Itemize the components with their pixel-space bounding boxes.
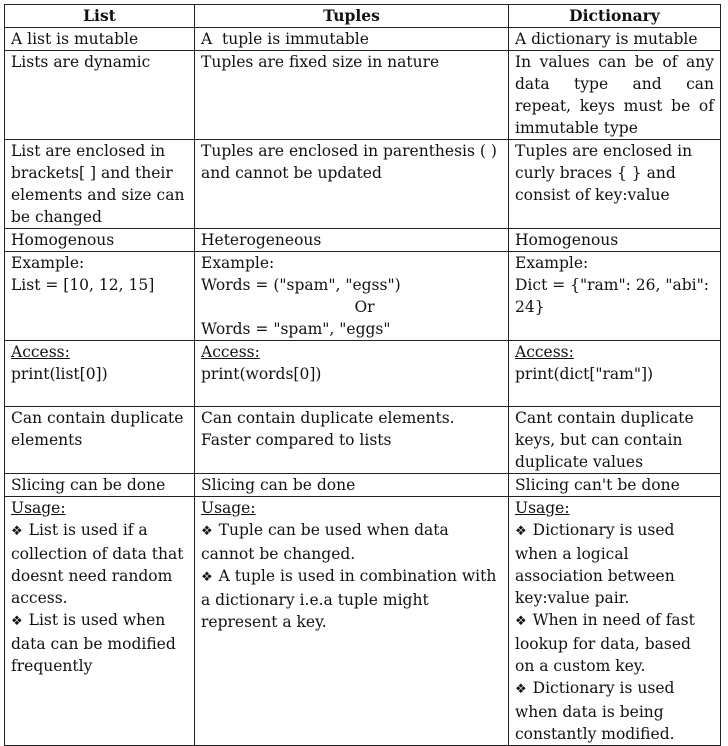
- access-label: Access:: [515, 343, 574, 361]
- row-enclosure: [5, 140, 721, 229]
- tuple-example-code-1: Words = ("spam", "egss"): [201, 276, 401, 294]
- access-label: Access:: [11, 343, 70, 361]
- usage-label: Usage:: [11, 499, 66, 517]
- diamond-bullet-icon: ❖: [11, 614, 23, 629]
- row-duplicates: [5, 407, 721, 474]
- header-tuples: Tuples: [195, 5, 509, 28]
- cell-tuple-enclosure: Tuples are enclosed in parenthesis ( ) and cannot be updated: [195, 140, 509, 229]
- cell-list-type: Homogenous: [5, 229, 195, 252]
- row-usage: [5, 497, 721, 746]
- cell-list-nature: Lists are dynamic: [5, 51, 195, 140]
- cell-dict-duplicates: Cant contain duplicate keys, but can contain duplicate values: [509, 407, 721, 474]
- header-row: [5, 5, 721, 28]
- cell-dict-access: [509, 341, 721, 407]
- list-item: [201, 565, 502, 633]
- list-item: [515, 677, 714, 745]
- usage-text: Tuple can be used when data cannot be changed.: [201, 521, 449, 563]
- cell-tuple-nature: Tuples are fixed size in nature: [195, 51, 509, 140]
- diamond-bullet-icon: ❖: [515, 614, 527, 629]
- tuple-example-code-2: Words = "spam", "eggs": [201, 320, 391, 338]
- cell-tuple-usage: [195, 497, 509, 746]
- list-item: [11, 609, 188, 677]
- cell-tuple-type: Heterogeneous: [195, 229, 509, 252]
- cell-dict-enclosure: Tuples are enclosed in curly braces { } and consist of key:value: [509, 140, 721, 229]
- cell-tuple-duplicates: Can contain duplicate elements. Faster compared to lists: [195, 407, 509, 474]
- diamond-bullet-icon: ❖: [11, 524, 23, 539]
- list-item: [201, 519, 502, 565]
- cell-tuple-mutability: A tuple is immutable: [195, 28, 509, 51]
- cell-list-usage: [5, 497, 195, 746]
- diamond-bullet-icon: ❖: [515, 524, 527, 539]
- example-label: Example:: [201, 254, 275, 272]
- row-type: [5, 229, 721, 252]
- usage-label: Usage:: [515, 499, 570, 517]
- cell-list-mutability: A list is mutable: [5, 28, 195, 51]
- cell-list-access: [5, 341, 195, 407]
- dict-access-code: print(dict["ram"]): [515, 365, 654, 383]
- diamond-bullet-icon: ❖: [201, 524, 213, 539]
- comparison-table: [4, 4, 721, 746]
- tuple-example-or: Or: [354, 298, 375, 316]
- list-item: [515, 519, 714, 609]
- cell-tuple-example: [195, 252, 509, 341]
- cell-tuple-access: [195, 341, 509, 407]
- cell-list-slicing: Slicing can be done: [5, 474, 195, 497]
- cell-list-enclosure: List are enclosed in brackets[ ] and their elements and size can be changed: [5, 140, 195, 229]
- row-access: [5, 341, 721, 407]
- row-slicing: [5, 474, 721, 497]
- cell-list-example: [5, 252, 195, 341]
- usage-text: List is used if a collection of data that doesnt need random access.: [11, 521, 184, 607]
- header-dictionary: Dictionary: [509, 5, 721, 28]
- access-label: Access:: [201, 343, 260, 361]
- dict-example-code: Dict = {"ram": 26, "abi": 24}: [515, 276, 709, 316]
- usage-label: Usage:: [201, 499, 256, 517]
- example-label: Example:: [515, 254, 589, 272]
- header-list: List: [5, 5, 195, 28]
- usage-text: Dictionary is used when a logical association between key:value pair.: [515, 521, 675, 607]
- cell-dict-type: Homogenous: [509, 229, 721, 252]
- list-item: [515, 609, 714, 677]
- tuple-access-code: print(words[0]): [201, 365, 322, 383]
- cell-dict-nature: In values can be of any data type and can repeat, keys must be of immutable type: [509, 51, 721, 140]
- usage-text: List is used when data can be modified frequently: [11, 611, 176, 675]
- row-example: [5, 252, 721, 341]
- example-label: Example:: [11, 254, 85, 272]
- list-example-code: List = [10, 12, 15]: [11, 276, 155, 294]
- cell-dict-mutability: A dictionary is mutable: [509, 28, 721, 51]
- cell-tuple-slicing: Slicing can be done: [195, 474, 509, 497]
- cell-dict-usage: [509, 497, 721, 746]
- diamond-bullet-icon: ❖: [515, 682, 527, 697]
- diamond-bullet-icon: ❖: [201, 570, 213, 585]
- usage-text: Dictionary is used when data is being constantly modified.: [515, 679, 675, 743]
- usage-text: When in need of fast lookup for data, based on a custom key.: [515, 611, 695, 675]
- row-mutability: [5, 28, 721, 51]
- list-item: [11, 519, 188, 609]
- row-nature: [5, 51, 721, 140]
- cell-dict-slicing: Slicing can't be done: [509, 474, 721, 497]
- list-access-code: print(list[0]): [11, 365, 108, 383]
- cell-list-duplicates: Can contain duplicate elements: [5, 407, 195, 474]
- cell-dict-example: [509, 252, 721, 341]
- usage-text: A tuple is used in combination with a dictionary i.e.a tuple might represent a key.: [201, 567, 497, 631]
